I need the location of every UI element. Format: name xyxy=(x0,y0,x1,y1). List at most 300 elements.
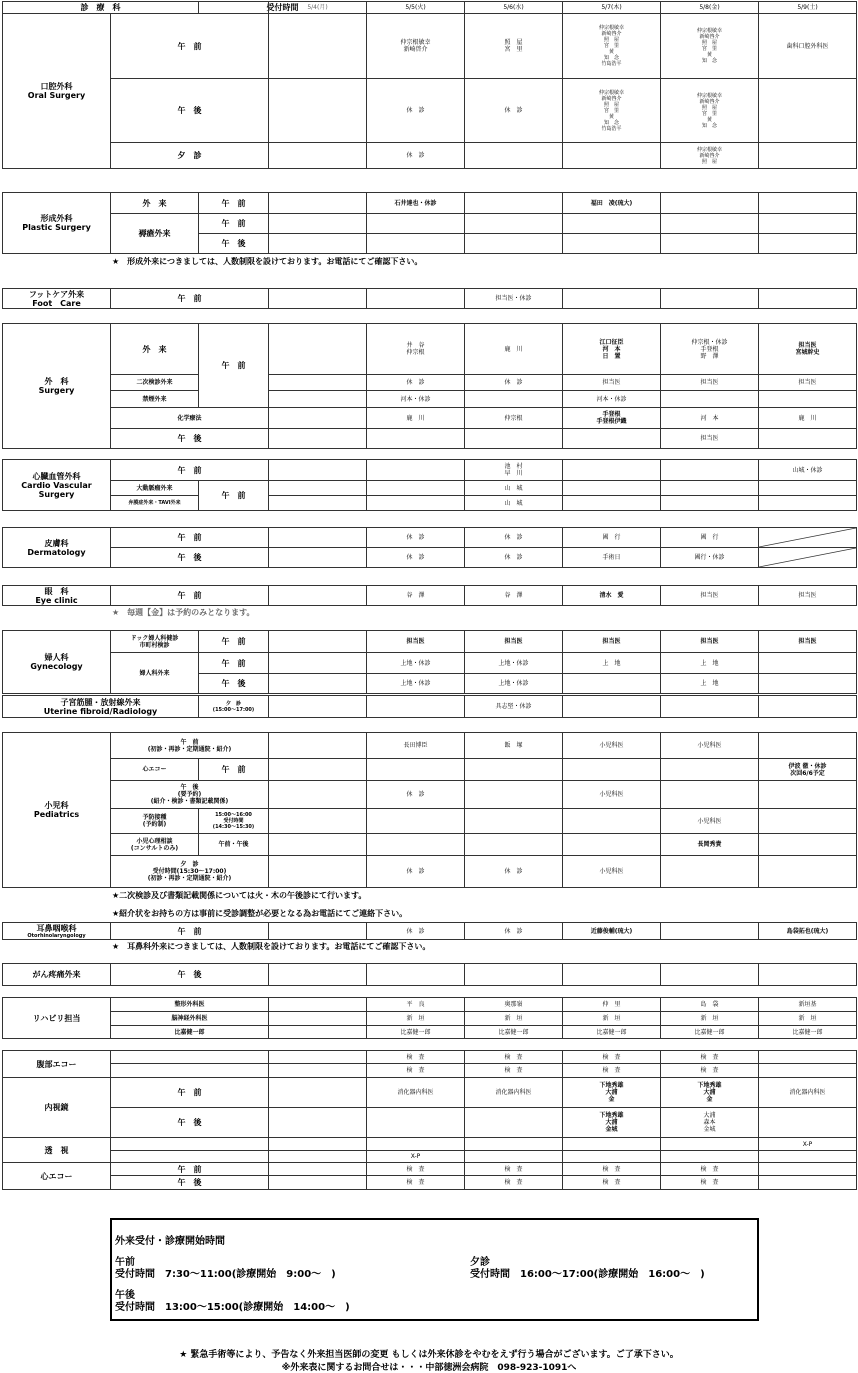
endo-am-fri: 下地秀雄 大浦 金 xyxy=(660,1077,759,1108)
gyn-dock-sat: 担当医 xyxy=(758,630,857,653)
diagonal-slash xyxy=(759,528,856,547)
surg-am: 午 前 xyxy=(198,323,269,408)
table-cell xyxy=(268,1107,367,1138)
derm-pm-thu: 手術日 xyxy=(562,547,661,568)
endoscope: 内視鏡 xyxy=(2,1077,111,1138)
ped-ev-wed: 休 診 xyxy=(464,855,563,888)
table-cell xyxy=(464,780,563,809)
gyn-am-wed: 上地・休診 xyxy=(464,652,563,674)
table-cell xyxy=(268,808,367,834)
footer-contact: ※外来表に関するお問合せは・・・中部徳洲会病院 098-923-1091へ xyxy=(281,1363,577,1373)
oral-pm-wed: 休 診 xyxy=(464,78,563,143)
ped-vac-fri: 小児科医 xyxy=(660,808,759,834)
table-cell xyxy=(366,480,465,496)
table-cell xyxy=(464,963,563,986)
table-cell xyxy=(268,459,367,481)
table-cell xyxy=(660,963,759,986)
abd-1-fri: 検 査 xyxy=(660,1050,759,1064)
table-cell xyxy=(268,407,367,429)
table-cell xyxy=(110,1137,269,1151)
ent-sat: 島袋拓也(琉大) xyxy=(758,922,857,940)
ent-tue: 休 診 xyxy=(366,922,465,940)
derm-am-fri: 國 行 xyxy=(660,527,759,548)
table-cell xyxy=(660,288,759,309)
rehab-r3-fri: 比嘉健一郎 xyxy=(660,1025,759,1039)
day-1: 5/5(火) xyxy=(366,1,465,14)
derm-am-tue: 休 診 xyxy=(366,527,465,548)
table-cell xyxy=(268,1175,367,1190)
oral-pm-fri: 仲宗根敏幸 新崎啓介 照 屋 宮 里 黄 知 念 xyxy=(660,78,759,143)
table-cell xyxy=(562,833,661,856)
header-time: 受付時間 xyxy=(198,1,367,14)
table-cell xyxy=(562,495,661,511)
rehab-r2-sat: 新 垣 xyxy=(758,1011,857,1026)
ent-name: 耳鼻咽喉科 xyxy=(36,923,77,933)
table-cell xyxy=(268,630,367,653)
foot-wed: 担当医・休診 xyxy=(464,288,563,309)
gyn-dock-fri: 担当医 xyxy=(660,630,759,653)
table-cell xyxy=(268,855,367,888)
table-cell xyxy=(562,142,661,169)
table-cell xyxy=(268,288,367,309)
table-cell xyxy=(366,459,465,481)
surg-second: 二次検診外来 xyxy=(110,374,199,391)
table-cell xyxy=(758,288,857,309)
echo-pm-fri: 検 査 xyxy=(660,1175,759,1190)
table-cell xyxy=(268,527,367,548)
cardio-aorta-wed: 山 城 xyxy=(464,480,563,496)
plastic-name: 形成外科 Plastic Surgery xyxy=(2,192,111,254)
echo-pm-wed: 検 査 xyxy=(464,1175,563,1190)
gyn-am: 午 前 xyxy=(198,652,269,674)
table-cell xyxy=(758,390,857,408)
surg-smoke: 禁煙外来 xyxy=(110,390,199,408)
rehab-r3-label: 比嘉健一郎 xyxy=(110,1025,269,1039)
derm-am-sat xyxy=(758,527,857,548)
table-cell xyxy=(758,695,857,718)
abd-1-tue: 検 査 xyxy=(366,1050,465,1064)
gyn-pm-fri: 上 地 xyxy=(660,673,759,694)
hours-ev-label: 夕診 xyxy=(470,1257,490,1268)
oral-pm-thu: 仲宗根敏幸 新崎啓介 照 屋 宮 里 黄 知 念 竹島浩平 xyxy=(562,78,661,143)
table-cell xyxy=(268,1162,367,1176)
table-cell xyxy=(268,1050,367,1064)
ped-am-tue: 長田博臣 xyxy=(366,732,465,759)
header-dept: 診 療 科 xyxy=(2,1,199,14)
hours-am-text: 受付時間 7:30～11:00(診療開始 9:00～ ) xyxy=(115,1269,336,1280)
ped-note-1: ★二次検診及び書類記載関係については火・木の午後診にて行います。 xyxy=(112,891,367,900)
derm-pm: 午 後 xyxy=(110,547,269,568)
table-cell xyxy=(758,428,857,449)
table-cell xyxy=(268,997,367,1012)
table-cell xyxy=(562,673,661,694)
endo-am-wed: 消化器内科医 xyxy=(464,1077,563,1108)
abd-2-fri: 検 査 xyxy=(660,1063,759,1078)
table-cell xyxy=(464,1107,563,1138)
oral-pm-tue: 休 診 xyxy=(366,78,465,143)
table-cell xyxy=(366,288,465,309)
gyn-pm: 午 後 xyxy=(198,673,269,694)
derm-pm-tue: 休 診 xyxy=(366,547,465,568)
table-cell xyxy=(758,1050,857,1064)
gyn-out: 婦人科外来 xyxy=(110,652,199,694)
cardio-name: 心臓血管外科 Cardio Vascular Surgery xyxy=(2,459,111,511)
diagonal-slash xyxy=(759,548,856,567)
foot-am: 午 前 xyxy=(110,288,269,309)
rehab-r1-sat: 新垣基 xyxy=(758,997,857,1012)
day-3: 5/7(木) xyxy=(562,1,661,14)
abd-2-tue: 検 査 xyxy=(366,1063,465,1078)
table-cell xyxy=(268,780,367,809)
endo-pm-thu: 下地秀雄 大浦 金城 xyxy=(562,1107,661,1138)
table-cell xyxy=(562,963,661,986)
table-cell xyxy=(366,233,465,254)
gyn-pm-tue: 上地・休診 xyxy=(366,673,465,694)
echo-pm: 午 後 xyxy=(110,1175,269,1190)
table-cell xyxy=(464,192,563,214)
ped-am-fri: 小児科医 xyxy=(660,732,759,759)
day-0: 5/4(月) xyxy=(268,1,367,14)
table-cell xyxy=(660,233,759,254)
table-cell xyxy=(660,390,759,408)
table-cell xyxy=(268,13,367,79)
table-cell xyxy=(464,808,563,834)
rehab-r1-tue: 平 良 xyxy=(366,997,465,1012)
gyn-name: 婦人科 Gynecology xyxy=(2,630,111,694)
table-cell xyxy=(464,142,563,169)
ped-echo-sat: 伊波 徹・休診 次回6/6予定 xyxy=(758,758,857,781)
endo-pm-fri: 大浦 森本 金城 xyxy=(660,1107,759,1138)
ped-vac-time: 15:00～16:00 受付時間 (14:30～15:30) xyxy=(198,808,269,834)
table-cell xyxy=(660,459,759,481)
derm-pm-sat xyxy=(758,547,857,568)
surg-out-tue: 井 谷 仲宗根 xyxy=(366,323,465,375)
table-cell xyxy=(758,963,857,986)
table-cell xyxy=(464,233,563,254)
table-cell xyxy=(562,808,661,834)
surg-smk-thu: 河本・休診 xyxy=(562,390,661,408)
oral-am-fri: 仲宗根敏幸 新崎啓介 照 屋 宮 里 黄 知 念 xyxy=(660,13,759,79)
table-cell xyxy=(268,495,367,511)
eye-fri: 担当医 xyxy=(660,585,759,606)
surg-sec-wed: 休 診 xyxy=(464,374,563,391)
table-cell xyxy=(562,758,661,781)
rehab-r1-thu: 仲 里 xyxy=(562,997,661,1012)
table-cell xyxy=(464,758,563,781)
ped-pm-tue: 休 診 xyxy=(366,780,465,809)
ped-vac: 予防接種 (予約制) xyxy=(110,808,199,834)
eye-name: 眼 科 Eye clinic xyxy=(2,585,111,606)
gyn-dock-thu: 担当医 xyxy=(562,630,661,653)
rehab-r2-tue: 新 垣 xyxy=(366,1011,465,1026)
echo-am-tue: 検 査 xyxy=(366,1162,465,1176)
table-cell xyxy=(268,963,367,986)
echo-am-fri: 検 査 xyxy=(660,1162,759,1176)
xray-sat: X-P xyxy=(758,1137,857,1151)
ped-ev: 夕 診 受付時間(15:30～17:00) (初診・再診・定期通院・紹介) xyxy=(110,855,269,888)
plastic-tue: 石井達也・休診 xyxy=(366,192,465,214)
table-cell xyxy=(562,480,661,496)
table-cell xyxy=(660,192,759,214)
surg-smk-tue: 河本・休診 xyxy=(366,390,465,408)
table-cell xyxy=(366,963,465,986)
oral-am-tue: 仲宗根敏幸 新崎啓介 xyxy=(366,13,465,79)
table-cell xyxy=(660,695,759,718)
table-cell xyxy=(758,213,857,234)
table-cell xyxy=(660,855,759,888)
rehab-r3-thu: 比嘉健一郎 xyxy=(562,1025,661,1039)
cardio-valve-wed: 山 城 xyxy=(464,495,563,511)
xray: 透 視 xyxy=(2,1137,111,1163)
surg-out-fri: 仲宗根・休診 手登根 野 澤 xyxy=(660,323,759,375)
derm-name: 皮膚科 Dermatology xyxy=(2,527,111,568)
surg-sec-tue: 休 診 xyxy=(366,374,465,391)
ped-pm: 午 後 (要予約) (紹介・検診・書類記載関係) xyxy=(110,780,269,809)
table-cell xyxy=(366,213,465,234)
derm-am: 午 前 xyxy=(110,527,269,548)
ped-ev-tue: 休 診 xyxy=(366,855,465,888)
table-cell xyxy=(110,1063,269,1078)
ped-note-2: ★紹介状をお持ちの方は事前に受診調整が必要となる為お電話にてご連絡下さい。 xyxy=(112,909,408,918)
derm-pm-fri: 國行・休診 xyxy=(660,547,759,568)
table-cell xyxy=(758,1162,857,1176)
surg-out-thu: 江口征臣 河 本 日 置 xyxy=(562,323,661,375)
rehab-r3-wed: 比嘉健一郎 xyxy=(464,1025,563,1039)
xray-tue: X-P xyxy=(366,1150,465,1163)
abd-echo: 腹部エコー xyxy=(2,1050,111,1078)
table-cell xyxy=(268,78,367,143)
table-cell xyxy=(758,1063,857,1078)
eye-thu: 清水 愛 xyxy=(562,585,661,606)
gyn-uf-time: 夕 診 (15:00～17:00) xyxy=(198,695,269,718)
table-cell xyxy=(268,323,367,375)
table-cell xyxy=(464,833,563,856)
table-cell xyxy=(562,459,661,481)
hours-pm xyxy=(115,1290,350,1314)
table-cell xyxy=(268,428,367,449)
table-cell xyxy=(464,428,563,449)
ent-name-cell xyxy=(2,922,111,940)
day-5: 5/9(土) xyxy=(758,1,857,14)
ent-name-en: Otorhinolaryngology xyxy=(27,932,86,939)
plastic-out: 外 来 xyxy=(110,192,199,214)
hours-pm-text: 受付時間 13:00～15:00(診療開始 14:00～ ) xyxy=(115,1302,350,1313)
ped-echo-am: 午 前 xyxy=(198,758,269,781)
plastic-thu: 福田 凌(琉大) xyxy=(562,192,661,214)
table-cell xyxy=(758,233,857,254)
table-cell xyxy=(758,652,857,674)
rehab-r1-fri: 島 袋 xyxy=(660,997,759,1012)
echo-pm-tue: 検 査 xyxy=(366,1175,465,1190)
table-cell xyxy=(268,374,367,391)
gyn-am-thu: 上 地 xyxy=(562,652,661,674)
ped-psy-time: 午前・午後 xyxy=(198,833,269,856)
day-2: 5/6(水) xyxy=(464,1,563,14)
derm-am-thu: 國 行 xyxy=(562,527,661,548)
gyn-am-fri: 上 地 xyxy=(660,652,759,674)
eye-sat: 担当医 xyxy=(758,585,857,606)
table-cell xyxy=(660,922,759,940)
derm-pm-wed: 休 診 xyxy=(464,547,563,568)
table-cell xyxy=(366,495,465,511)
surg-out-sat: 担当医 宮城幹史 xyxy=(758,323,857,375)
hours-ev xyxy=(470,1257,705,1281)
oral-am: 午 前 xyxy=(110,13,269,79)
ent-thu: 近藤俊輔(琉大) xyxy=(562,922,661,940)
table-cell xyxy=(464,1137,563,1151)
hours-title: 外来受付・診療開始時間 xyxy=(115,1236,225,1247)
pain-pm: 午 後 xyxy=(110,963,269,986)
table-cell xyxy=(758,780,857,809)
hours-ev-text: 受付時間 16:00～17:00(診療開始 16:00～ ) xyxy=(470,1269,705,1280)
rehab-r2-thu: 新 垣 xyxy=(562,1011,661,1026)
table-cell xyxy=(660,213,759,234)
oral-pm: 午 後 xyxy=(110,78,269,143)
table-cell xyxy=(562,213,661,234)
eye-tue: 谷 澤 xyxy=(366,585,465,606)
gyn-dock-am: 午 前 xyxy=(198,630,269,653)
rehab-r1-wed: 奥那嶺 xyxy=(464,997,563,1012)
table-cell xyxy=(268,1077,367,1108)
endo-am: 午 前 xyxy=(110,1077,269,1108)
table-cell xyxy=(268,1063,367,1078)
table-cell xyxy=(268,833,367,856)
table-cell xyxy=(268,1025,367,1039)
table-cell xyxy=(268,585,367,606)
table-cell xyxy=(366,428,465,449)
ped-am-wed: 飯 塚 xyxy=(464,732,563,759)
plastic-bs-pm: 午 後 xyxy=(198,233,269,254)
table-cell xyxy=(660,495,759,511)
table-cell xyxy=(562,1137,661,1151)
plastic-out-am: 午 前 xyxy=(198,192,269,214)
surg-che-wed: 仲宗根 xyxy=(464,407,563,429)
surg-sec-sat: 担当医 xyxy=(758,374,857,391)
rehab-r2-fri: 新 垣 xyxy=(660,1011,759,1026)
foot-name: フットケア外来 Foot Care xyxy=(2,288,111,309)
oral-ev: 夕 診 xyxy=(110,142,269,169)
gyn-uf: 子宮筋腫・放射線外来 Uterine fibroid/Radiology xyxy=(2,695,199,718)
gyn-pm-wed: 上地・休診 xyxy=(464,673,563,694)
hours-pm-label: 午後 xyxy=(115,1290,135,1301)
rehab-r2-wed: 新 垣 xyxy=(464,1011,563,1026)
surg-che-thu: 手登根 手登根伊織 xyxy=(562,407,661,429)
ent-note: ★ 耳鼻科外来につきましては、人数制限を設けております。お電話にてご確認下さい。 xyxy=(112,942,431,951)
echo-pm-thu: 検 査 xyxy=(562,1175,661,1190)
table-cell xyxy=(366,833,465,856)
table-cell xyxy=(268,192,367,214)
oral-ev-fri: 仲宗根敏幸 新崎啓介 照 屋 xyxy=(660,142,759,169)
table-cell xyxy=(562,288,661,309)
table-cell xyxy=(110,1050,269,1064)
surg-chemo: 化学療法 xyxy=(110,407,269,429)
table-cell xyxy=(660,758,759,781)
rehab-r3-sat: 比嘉健一郎 xyxy=(758,1025,857,1039)
table-cell xyxy=(464,213,563,234)
gyn-am-tue: 上地・休診 xyxy=(366,652,465,674)
ped-am-thu: 小児科医 xyxy=(562,732,661,759)
ent-wed: 休 診 xyxy=(464,922,563,940)
ped-ev-thu: 小児科医 xyxy=(562,855,661,888)
cardio-am-sat: 山城・休診 xyxy=(758,459,857,481)
surg-che-sat: 鹿 川 xyxy=(758,407,857,429)
table-cell xyxy=(562,695,661,718)
derm-am-wed: 休 診 xyxy=(464,527,563,548)
table-cell xyxy=(366,695,465,718)
heart-echo: 心エコー xyxy=(2,1162,111,1190)
table-cell xyxy=(758,78,857,143)
table-cell xyxy=(758,192,857,214)
table-cell xyxy=(268,390,367,408)
table-cell xyxy=(366,808,465,834)
table-cell xyxy=(464,390,563,408)
pain-name: がん疼痛外来 xyxy=(2,963,111,986)
hours-box xyxy=(110,1218,759,1321)
eye-wed: 谷 澤 xyxy=(464,585,563,606)
cardio-am: 午 前 xyxy=(110,459,269,481)
rehab-r1: 整形外科医 xyxy=(110,997,269,1012)
ped-name: 小児科 Pediatrics xyxy=(2,732,111,888)
oral-am-wed: 照 屋 宮 里 xyxy=(464,13,563,79)
echo-am: 午 前 xyxy=(110,1162,269,1176)
table-cell xyxy=(268,1137,367,1151)
oral-am-sat: 歯科口腔外科医 xyxy=(758,13,857,79)
gyn-dock-wed: 担当医 xyxy=(464,630,563,653)
gyn-uf-wed: 具志堅・休診 xyxy=(464,695,563,718)
table-cell xyxy=(268,547,367,568)
table-cell xyxy=(758,480,857,496)
echo-am-thu: 検 査 xyxy=(562,1162,661,1176)
table-cell xyxy=(660,780,759,809)
table-cell xyxy=(758,855,857,888)
hours-am xyxy=(115,1257,336,1281)
table-cell xyxy=(758,495,857,511)
table-cell xyxy=(758,732,857,759)
rehab-name: リハビリ担当 xyxy=(2,997,111,1039)
table-cell xyxy=(758,673,857,694)
cardio-am2: 午 前 xyxy=(198,480,269,511)
surg-out: 外 来 xyxy=(110,323,199,375)
endo-am-thu: 下地秀雄 大浦 金 xyxy=(562,1077,661,1108)
abd-1-thu: 検 査 xyxy=(562,1050,661,1064)
cardio-am-wed: 池 村 早 川 xyxy=(464,459,563,481)
surgery-name: 外 科 Surgery xyxy=(2,323,111,449)
eye-am: 午 前 xyxy=(110,585,269,606)
table-cell xyxy=(758,1175,857,1190)
ped-psy: 小児心理相談 (コンサルトのみ) xyxy=(110,833,199,856)
plastic-bedsore: 褥瘡外来 xyxy=(110,213,199,254)
cardio-aorta: 大動脈瘤外来 xyxy=(110,480,199,496)
table-cell xyxy=(268,695,367,718)
table-cell xyxy=(366,1137,465,1151)
endo-pm: 午 後 xyxy=(110,1107,269,1138)
surg-pm-fri: 担当医 xyxy=(660,428,759,449)
echo-am-wed: 検 査 xyxy=(464,1162,563,1176)
table-cell xyxy=(268,652,367,674)
oral-ev-tue: 休 診 xyxy=(366,142,465,169)
ped-am: 午 前 (初診・再診・定期通院・紹介) xyxy=(110,732,269,759)
ped-echo: 心エコー xyxy=(110,758,199,781)
table-cell xyxy=(758,808,857,834)
plastic-bs-am: 午 前 xyxy=(198,213,269,234)
table-cell xyxy=(268,142,367,169)
endo-am-tue: 消化器内科医 xyxy=(366,1077,465,1108)
table-cell xyxy=(268,673,367,694)
table-cell xyxy=(366,758,465,781)
gyn-dock-tue: 担当医 xyxy=(366,630,465,653)
surg-che-tue: 鹿 川 xyxy=(366,407,465,429)
table-cell xyxy=(268,480,367,496)
